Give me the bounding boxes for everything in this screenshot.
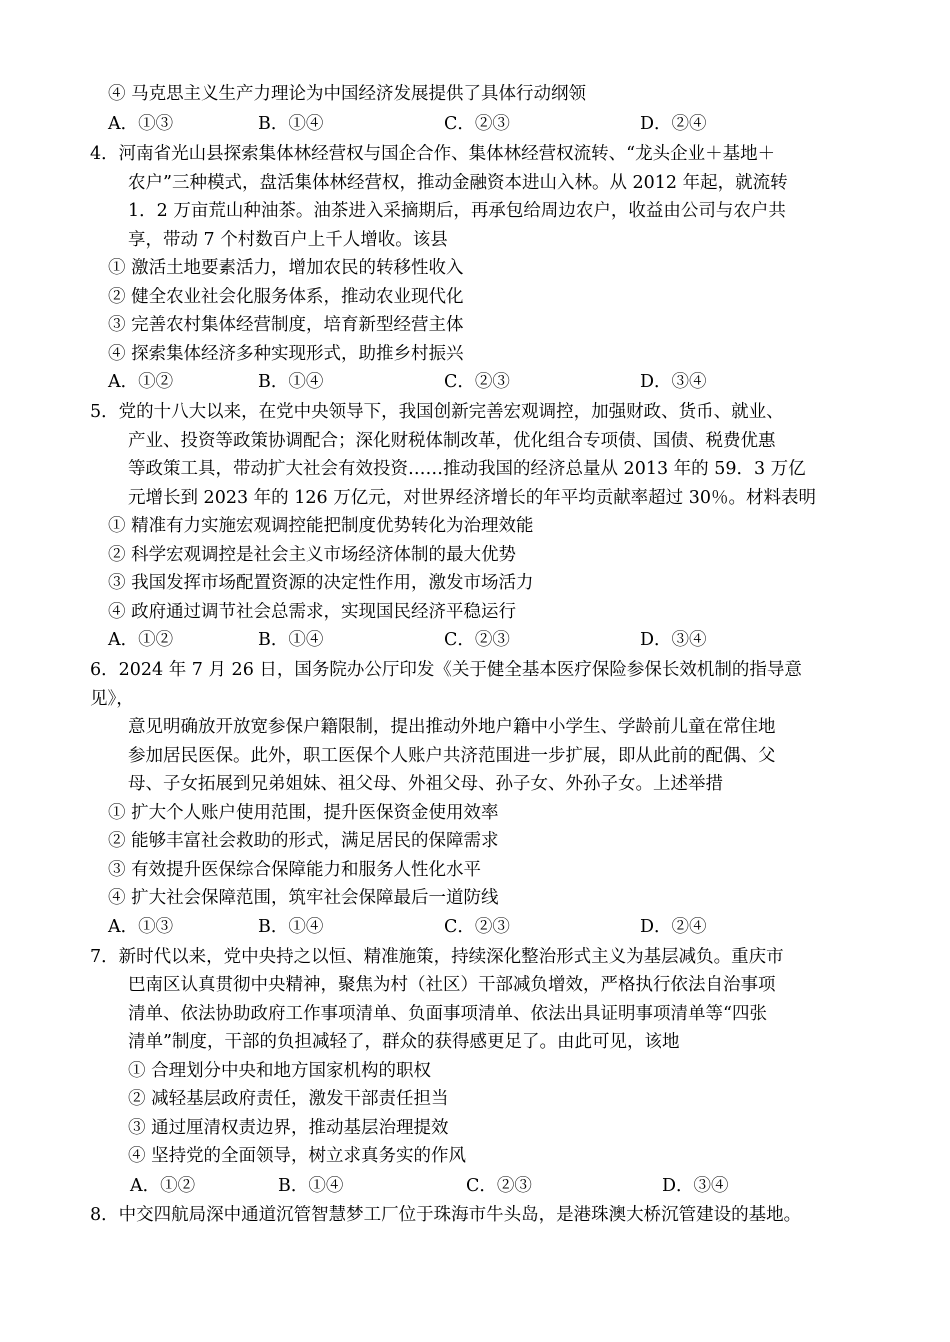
q6-option-1: ① 扩大个人账户使用范围，提升医保资金使用效率 [108,803,499,823]
q6-answer-d: D．②④ [640,917,707,937]
q7-option-3: ③ 通过厘清权责边界，推动基层治理提效 [128,1118,449,1138]
q5-option-3: ③ 我国发挥市场配置资源的决定性作用，激发市场活力 [108,573,534,593]
q3-answer-a: A．①③ [108,114,174,134]
q7-option-1: ① 合理划分中央和地方国家机构的职权 [128,1061,432,1081]
q4-answer-c: C．②③ [444,372,510,392]
q7-option-2: ② 减轻基层政府责任，激发干部责任担当 [128,1089,449,1109]
q5-option-2: ② 科学宏观调控是社会主义市场经济体制的最大优势 [108,545,517,565]
q6-answer-a: A．①③ [108,917,174,937]
q5-answer-d: D．③④ [640,630,707,650]
q4-option-4: ④ 探索集体经济多种实现形式，助推乡村振兴 [108,344,464,364]
q6-stem-line-4: 参加居民医保。此外，职工医保个人账户共济范围进一步扩展，即从此前的配偶、父 [128,746,776,766]
q5-stem-line-2: 产业、投资等政策协调配合；深化财税体制改革，优化组合专项债、国债、税费优惠 [128,431,776,451]
q4-stem-line-4: 享，带动 7 个村数百户上千人增收。该县 [128,230,448,250]
q4-stem-line-2: 农户”三种模式，盘活集体林经营权，推动金融资本进山入林。从 2012 年起，就流转 [128,173,788,193]
q4-answer-d: D．③④ [640,372,707,392]
q5-answer-c: C．②③ [444,630,510,650]
q7-stem-line-2: 巴南区认真贯彻中央精神，聚焦为村（社区）干部减负增效，严格执行依法自治事项 [128,975,776,995]
q5-stem-line-4: 元增长到 2023 年的 126 万亿元，对世界经济增长的年平均贡献率超过 30％。材料表明 [128,488,817,508]
q7-answer-a: A．①② [130,1176,196,1196]
q7-option-4: ④ 坚持党的全面领导，树立求真务实的作风 [128,1146,467,1166]
q7-stem-line-4: 清单”制度，干部的负担减轻了，群众的获得感更足了。由此可见，该地 [128,1032,680,1052]
q7-answer-d: D．③④ [662,1176,729,1196]
q6-answer-c: C．②③ [444,917,510,937]
q6-option-4: ④ 扩大社会保障范围，筑牢社会保障最后一道防线 [108,888,499,908]
q4-answer-a: A．①② [108,372,174,392]
q6-option-2: ② 能够丰富社会救助的形式，满足居民的保障需求 [108,831,499,851]
q4-option-1: ① 激活土地要素活力，增加农民的转移性收入 [108,258,464,278]
q7-stem-line-3: 清单、依法协助政府工作事项清单、负面事项清单、依法出具证明事项清单等“四张 [128,1004,767,1024]
q3-answer-b: B．①④ [258,114,324,134]
q5-option-4: ④ 政府通过调节社会总需求，实现国民经济平稳运行 [108,602,517,622]
q5-answer-a: A．①② [108,630,174,650]
q4-answer-b: B．①④ [258,372,324,392]
q7-stem-line-1: 7．新时代以来，党中央持之以恒、精准施策，持续深化整治形式主义为基层减负。重庆市 [90,947,784,967]
q4-stem-line-1: 4．河南省光山县探索集体林经营权与国企合作、集体林经营权流转、“龙头企业＋基地＋ [90,144,776,164]
q6-stem-line-1: 6．2024 年 7 月 26 日，国务院办公厅印发《关于健全基本医疗保险参保长效机制的指导意 [90,660,802,680]
q3-answer-d: D．②④ [640,114,707,134]
q6-stem-line-5: 母、子女拓展到兄弟姐妹、祖父母、外祖父母、孙子女、外孙子女。上述举措 [128,774,723,794]
q5-stem-line-1: 5．党的十八大以来，在党中央领导下，我国创新完善宏观调控，加强财政、货币、就业、 [90,402,784,422]
q3-option-4: ④ 马克思主义生产力理论为中国经济发展提供了具体行动纲领 [108,84,587,104]
q3-answer-c: C．②③ [444,114,510,134]
q6-answer-b: B．①④ [258,917,324,937]
q4-stem-line-3: 1．2 万亩荒山种油茶。油茶进入采摘期后，再承包给周边农户，收益由公司与农户共 [128,201,786,221]
q5-stem-line-3: 等政策工具，带动扩大社会有效投资……推动我国的经济总量从 2013 年的 59．3 万亿 [128,459,806,479]
q5-answer-b: B．①④ [258,630,324,650]
q6-option-3: ③ 有效提升医保综合保障能力和服务人性化水平 [108,860,482,880]
q7-answer-b: B．①④ [278,1176,344,1196]
q6-stem-line-2: 见》， [90,689,134,709]
q4-option-2: ② 健全农业社会化服务体系，推动农业现代化 [108,287,464,307]
q4-option-3: ③ 完善农村集体经营制度，培育新型经营主体 [108,315,464,335]
q7-answer-c: C．②③ [466,1176,532,1196]
q8-stem-line-1: 8．中交四航局深中通道沉管智慧梦工厂位于珠海市牛头岛，是港珠澳大桥沉管建设的基地。 [90,1205,802,1225]
q6-stem-line-3: 意见明确放开放宽参保户籍限制，提出推动外地户籍中小学生、学龄前儿童在常住地 [128,717,776,737]
q5-option-1: ① 精准有力实施宏观调控能把制度优势转化为治理效能 [108,516,534,536]
